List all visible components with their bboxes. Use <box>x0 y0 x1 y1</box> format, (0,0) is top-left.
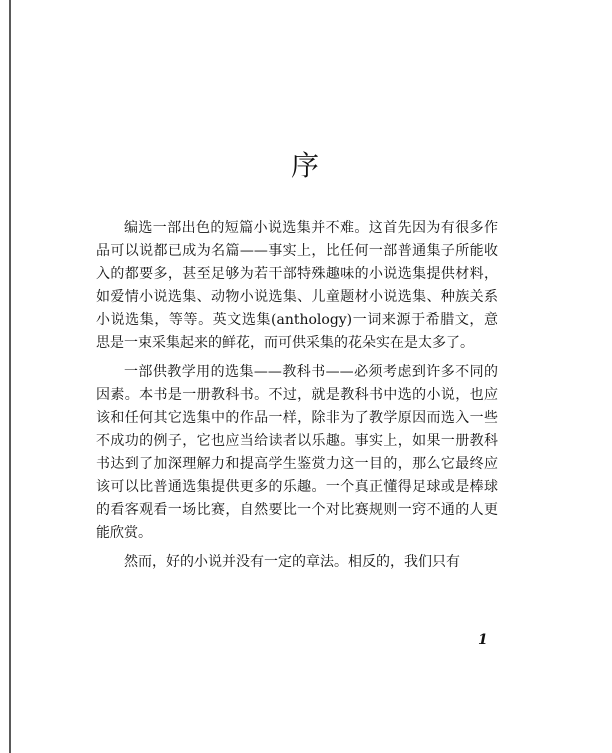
page-spine-edge <box>9 0 11 753</box>
page-title: 序 <box>290 149 321 182</box>
preface-body <box>96 217 498 580</box>
page-number: 1 <box>478 632 488 648</box>
paragraph-3: 然而，好的小说并没有一定的章法。相反的，我们只有 <box>124 554 460 570</box>
paragraph-1: 编选一部出色的短篇小说选集并不难。这首先因为有很多作品可以说都已成为名篇——事实上，比任何一部普通集子所能收入的都要多，甚至足够为若干部特殊趣味的小说选集提供材料，如爱情小说选集、动物小说选集、儿童题材小说选集、种族关系小说选集，等等。英文选集(anthology)一词来源于希腊文，意思是一束采集起来的鲜花，而可供采集的花朵实在是太多了。 <box>96 220 498 351</box>
paragraph-2: 一部供教学用的选集——教科书——必须考虑到许多不同的因素。本书是一册教科书。不过，就是教科书中选的小说，也应该和任何其它选集中的作品一样，除非为了教学原因而选入一些不成功的例子，它也应当给读者以乐趣。事实上，如果一册教科书达到了加深理解力和提高学生鉴赏力这一目的，那么它最终应该可以比普通选集提供更多的乐趣。一个真正懂得足球或是棒球的看客观看一场比赛，自然要比一个对比赛规则一窍不通的人更能欣赏。 <box>96 364 498 541</box>
